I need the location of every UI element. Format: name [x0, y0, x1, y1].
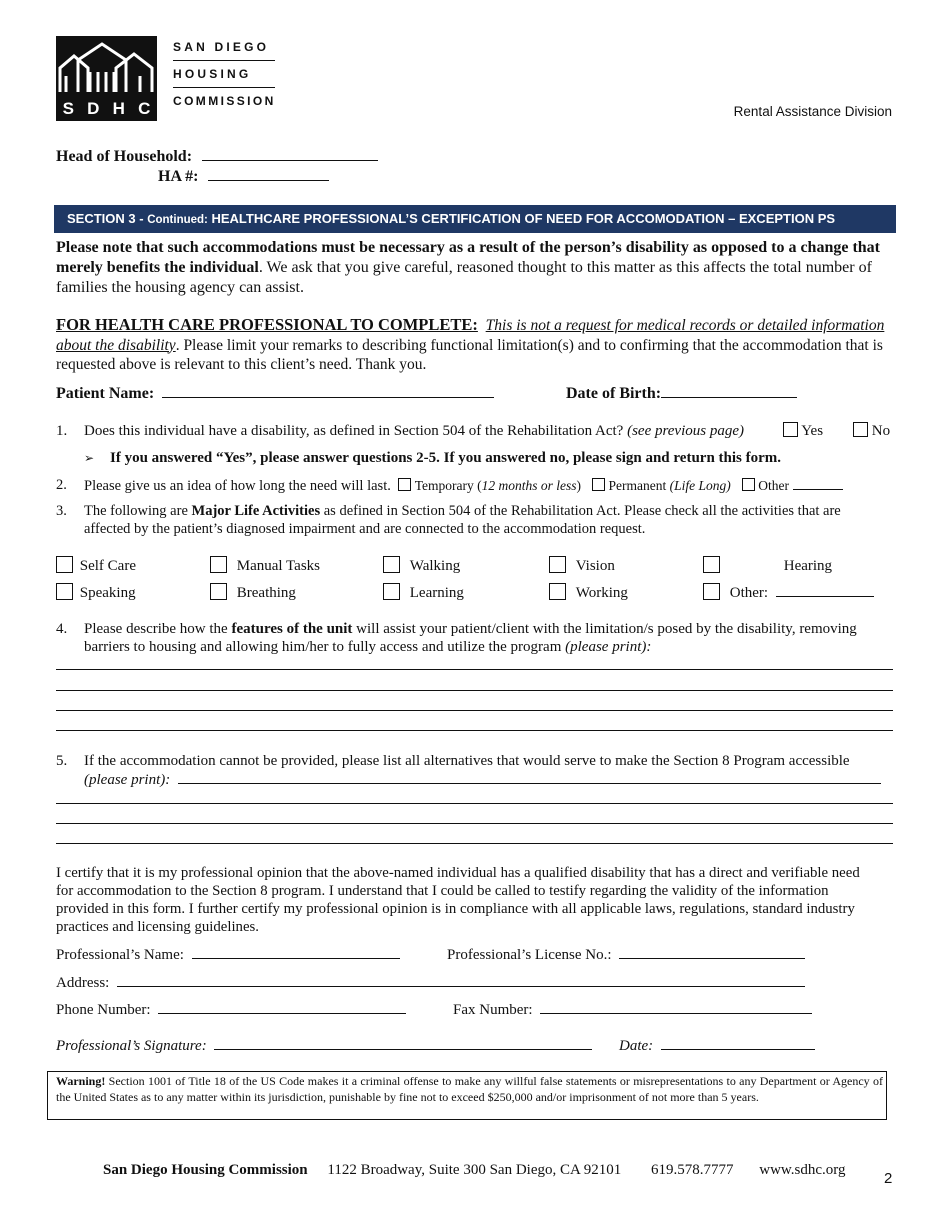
q1-instruction: If you answered “Yes”, please answer questions 2-5. If you answered no, please sign and return this form. [110, 450, 782, 466]
activity-speaking[interactable] [56, 583, 136, 602]
activity-other[interactable] [703, 583, 874, 602]
activity-label: Working [575, 585, 628, 601]
warning-text: Section 1001 of Title 18 of the US Code makes it a criminal offense to make any willful false statements or misrepresentations to any Department or Agency of the United States as to any matter within its jurisdiction, punishable by fine not to exceed $250,000 and/or imprisonment of not more than 5 years. [56, 1074, 883, 1104]
hcp-rest: . Please limit your remarks to describing functional limitation(s) and to confirming that the accommodation that is requested above is relevant to this client’s need. Thank you. [56, 336, 883, 373]
phone-row [56, 1000, 406, 1019]
patient-name-field[interactable] [162, 384, 494, 398]
q4-note: (please print): [565, 639, 652, 655]
houses-logo-icon [56, 38, 157, 96]
activity-label: Speaking [79, 585, 136, 601]
q2-temporary-close: ) [576, 478, 582, 493]
q1-no-label: No [871, 423, 891, 439]
date-field[interactable] [661, 1036, 815, 1050]
signature-label: Professional’s Signature: [56, 1038, 207, 1054]
phone-label: Phone Number: [56, 1002, 151, 1018]
intro-rest: . We ask that you give careful, reasoned thought to this matter as this affects the total number of families the housing agency can assist. [56, 259, 872, 296]
hcp-italic: This is not a request for medical records or detailed information about the disability [56, 317, 885, 354]
q5-answer-line[interactable] [56, 823, 893, 824]
q1-note: (see previous page) [627, 423, 744, 439]
section-prefix: SECTION 3 - [67, 211, 148, 226]
q5-answer-line[interactable] [56, 843, 893, 844]
q3-bold: Major Life Activities [191, 503, 321, 519]
q1-no-option[interactable] [853, 422, 890, 440]
org-line-2: HOUSING [173, 61, 275, 88]
q1-instruction-row [84, 449, 781, 467]
address-label: Address: [56, 975, 110, 991]
logo-letter: H [112, 99, 125, 118]
activity-checkbox[interactable] [383, 583, 400, 600]
org-name [173, 40, 275, 108]
license-row [447, 945, 805, 964]
footer-org: San Diego Housing Commission [103, 1162, 308, 1178]
logo-letters [56, 98, 157, 120]
q2-text: Please give us an idea of how long the need will last. [84, 478, 391, 494]
activity-label: Other: [729, 585, 769, 601]
footer-website[interactable]: www.sdhc.org [759, 1162, 846, 1178]
q1-row [84, 422, 744, 440]
q1-yes-checkbox[interactable] [783, 422, 798, 437]
q2-permanent-checkbox[interactable] [592, 478, 605, 491]
q4-paragraph [84, 620, 894, 656]
q2-number: 2. [56, 477, 67, 493]
activity-checkbox[interactable] [703, 556, 720, 573]
activity-self-care[interactable] [56, 556, 136, 575]
head-of-household-field[interactable] [202, 147, 378, 161]
fax-field[interactable] [540, 1000, 812, 1014]
q5-number: 5. [56, 753, 68, 769]
fax-row [453, 1000, 812, 1019]
q5-text: If the accommodation cannot be provided, please list all alternatives that would serve to make the Section 8 Program accessible [84, 753, 850, 769]
logo-letter: S [62, 99, 74, 118]
q1-number: 1. [56, 423, 68, 439]
q3-number: 3. [56, 503, 67, 519]
activity-hearing[interactable] [703, 556, 832, 575]
professional-name-row [56, 945, 400, 964]
activity-checkbox[interactable] [549, 583, 566, 600]
q2-other-checkbox[interactable] [742, 478, 755, 491]
license-field[interactable] [619, 945, 805, 959]
activity-breathing[interactable] [210, 583, 296, 602]
ha-number-row [158, 167, 329, 186]
q5-paragraph [84, 752, 894, 770]
activity-checkbox[interactable] [56, 556, 73, 573]
hcp-heading: FOR HEALTH CARE PROFESSIONAL TO COMPLETE: [56, 315, 478, 334]
intro-bold: Please note that such accommodations must be necessary as a result of the person’s disability as opposed to a change that merely benefits the individual [56, 239, 880, 276]
activity-learning[interactable] [383, 583, 464, 602]
q1-yes-label: Yes [801, 423, 824, 439]
footer [103, 1162, 846, 1179]
warning-box [47, 1071, 887, 1120]
activity-checkbox[interactable] [383, 556, 400, 573]
sdhc-logo [56, 36, 157, 121]
q4-answer-line[interactable] [56, 710, 893, 711]
q2-row [84, 476, 843, 495]
professional-name-field[interactable] [192, 945, 400, 959]
section-continued: Continued: [147, 214, 208, 226]
q4-answer-line[interactable] [56, 730, 893, 731]
date-label: Date: [619, 1038, 654, 1054]
professional-name-label: Professional’s Name: [56, 947, 184, 963]
activity-checkbox[interactable] [56, 583, 73, 600]
q2-temporary-note: 12 months or less [481, 478, 577, 493]
activity-label: Hearing [783, 558, 833, 574]
q2-other-field[interactable] [793, 476, 843, 490]
activity-working[interactable] [549, 583, 628, 602]
activity-checkbox[interactable] [703, 583, 720, 600]
q5-note: (please print): [84, 772, 171, 788]
q4-bold: features of the unit [231, 621, 353, 637]
q5-note-row [84, 770, 881, 789]
ha-number-field[interactable] [208, 167, 329, 181]
activity-label: Self Care [79, 558, 136, 574]
activity-manual-tasks[interactable] [210, 556, 320, 575]
address-field[interactable] [117, 973, 805, 987]
intro-paragraph [56, 238, 896, 298]
q1-no-checkbox[interactable] [853, 422, 868, 437]
head-of-household-row [56, 147, 378, 166]
certification-paragraph: I certify that it is my professional opinion that the above-named individual has a qualified disability that has a direct and verifiable need for accommodation to the Section 8 program. I understand that I could be called to testify regarding the validity of the information provided in this form. I further certify my professional opinion is in compliance with all applicable laws, regulations, standard industry practices and licensing guidelines. [56, 865, 860, 935]
patient-name-row [56, 384, 494, 403]
division-name: Rental Assistance Division [733, 104, 892, 119]
q2-temporary-label: Temporary ( [414, 478, 482, 493]
activity-label: Learning [409, 585, 464, 601]
section-3-header [54, 205, 896, 233]
q4-post: will assist your patient/client with the limitation/s posed by the disability, removing barriers to housing and allowing him/her to fully access and utilize the program [84, 621, 857, 655]
activity-label: Vision [575, 558, 615, 574]
q1-text: Does this individual have a disability, as defined in Section 504 of the Rehabilitation Act? [84, 423, 628, 439]
q2-temporary-checkbox[interactable] [398, 478, 411, 491]
hcp-paragraph [56, 315, 896, 375]
logo-letter: D [87, 99, 100, 118]
footer-phone: 619.578.7777 [651, 1162, 734, 1178]
org-line-3: COMMISSION [173, 94, 276, 108]
dob-row [566, 384, 797, 403]
activity-checkbox[interactable] [549, 556, 566, 573]
activity-vision[interactable] [549, 556, 615, 575]
fax-label: Fax Number: [453, 1002, 533, 1018]
activity-other-field[interactable] [776, 583, 874, 597]
logo-letter: C [138, 99, 151, 118]
signature-field[interactable] [214, 1036, 592, 1050]
q1-yes-option[interactable] [783, 422, 823, 440]
activity-label: Manual Tasks [236, 558, 320, 574]
activity-label: Walking [409, 558, 461, 574]
q4-pre: Please describe how the [84, 621, 232, 637]
activity-checkbox[interactable] [210, 583, 227, 600]
activity-walking[interactable] [383, 556, 460, 575]
activity-label: Breathing [236, 585, 296, 601]
patient-name-label: Patient Name: [56, 385, 155, 402]
q4-answer-line[interactable] [56, 669, 893, 670]
q2-permanent-note: (Life Long) [669, 478, 731, 493]
dob-label: Date of Birth: [566, 385, 662, 402]
page-number: 2 [884, 1170, 893, 1187]
address-row [56, 973, 805, 992]
license-label: Professional’s License No.: [447, 947, 612, 963]
section-title: HEALTHCARE PROFESSIONAL’S CERTIFICATION OF NEED FOR ACCOMODATION – EXCEPTION PS [207, 211, 836, 226]
warning-label: Warning! [56, 1074, 106, 1088]
date-row [619, 1036, 815, 1055]
q2-permanent-label: Permanent [608, 478, 670, 493]
q3-paragraph [84, 502, 889, 538]
q4-answer-line[interactable] [56, 690, 893, 691]
q2-other-label: Other [758, 478, 790, 493]
q3-pre: The following are [84, 503, 192, 519]
signature-row [56, 1036, 592, 1055]
head-of-household-label: Head of Household: [56, 148, 193, 165]
activity-checkbox[interactable] [210, 556, 227, 573]
q5-answer-field[interactable] [178, 770, 881, 784]
org-line-1: SAN DIEGO [173, 40, 275, 61]
dob-field[interactable] [661, 384, 797, 398]
ha-number-label: HA #: [158, 168, 199, 185]
q3-post: as defined in Section 504 of the Rehabilitation Act. Please check all the activities that are affected by the patient’s diagnosed impairment and are connected to the accommodation request. [84, 503, 841, 537]
phone-field[interactable] [158, 1000, 406, 1014]
q5-answer-line[interactable] [56, 803, 893, 804]
footer-address: 1122 Broadway, Suite 300 San Diego, CA 92101 [327, 1162, 622, 1178]
q4-number: 4. [56, 621, 68, 637]
arrow-bullet-icon: ➢ [84, 451, 95, 465]
